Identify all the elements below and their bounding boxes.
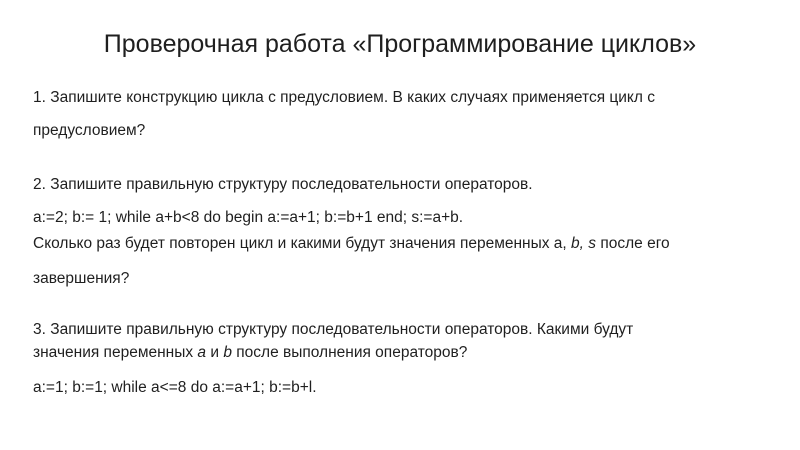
- question-3-line-2-end: после выполнения операторов?: [231, 344, 468, 361]
- question-2-line-1: 2. Запишите правильную структуру последовательности операторов.: [33, 176, 533, 193]
- question-2-line-3: [33, 235, 670, 253]
- question-2-line-3-end: после его: [596, 235, 670, 252]
- question-1-line-1: 1. Запишите конструкцию цикла с предусловием. В каких случаях применяется цикл с: [33, 89, 655, 106]
- conjunction: и: [206, 344, 224, 361]
- variable-a: a: [197, 344, 207, 361]
- question-3-line-2-start: значения переменных: [33, 344, 198, 361]
- variable-b: b,: [571, 235, 584, 252]
- question-3-line-2: [33, 344, 467, 362]
- question-2-line-4: завершения?: [33, 270, 130, 287]
- question-2-code: a:=2; b:= 1; while a+b<8 do begin a:=a+1; b:=b+1 end; s:=a+b.: [33, 209, 464, 226]
- variable-a: a,: [553, 235, 567, 252]
- question-3-line-1: 3. Запишите правильную структуру последовательности операторов. Какими будут: [33, 321, 634, 338]
- page-title: Проверочная работа «Программирование циклов»: [103, 30, 697, 58]
- question-2-line-3-start: Сколько раз будет повторен цикл и какими будут значения переменных: [33, 235, 554, 252]
- variable-b: b: [223, 344, 232, 361]
- variable-s: s: [588, 235, 597, 252]
- question-1-line-2: предусловием?: [33, 122, 146, 139]
- question-3-code: a:=1; b:=1; while a<=8 do a:=a+1; b:=b+l.: [33, 379, 317, 396]
